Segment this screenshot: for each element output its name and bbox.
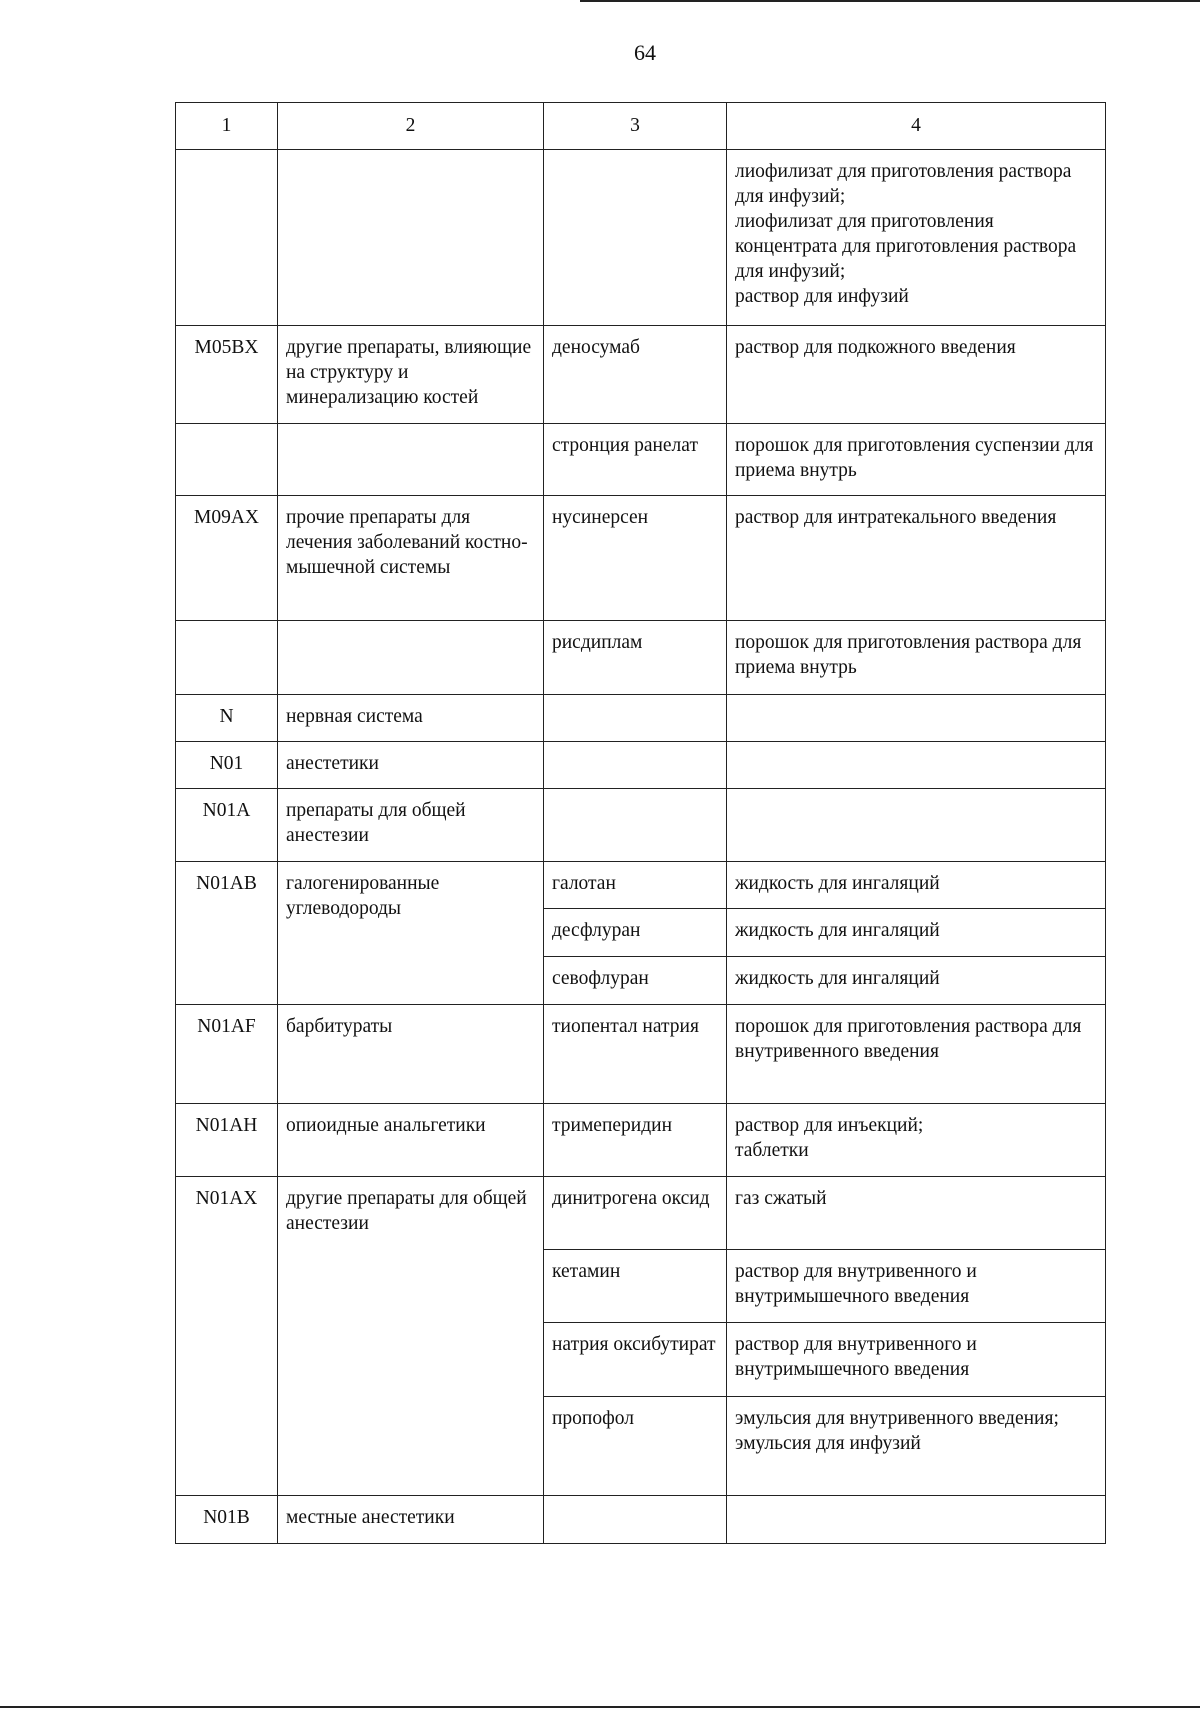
drug-name-cell: тримеперидин [544, 1104, 727, 1177]
table-row [176, 862, 1106, 909]
group-name-cell: прочие препараты для лечения заболеваний костно-мышечной системы [278, 496, 544, 621]
table-row [176, 1104, 1106, 1177]
atc-code-cell: N01AF [176, 1005, 278, 1104]
group-name-cell [278, 621, 544, 695]
column-header-2: 2 [278, 103, 544, 150]
dosage-form-cell [727, 1397, 1106, 1496]
table-row [176, 621, 1106, 695]
dosage-form-cell: раствор для внутривенного и внутримышечного введения [727, 1250, 1106, 1323]
atc-code-cell: N01AH [176, 1104, 278, 1177]
table-row [176, 424, 1106, 496]
dosage-form-text: эмульсия для внутривенного введения; эмульсия для инфузий [735, 1408, 1059, 1454]
page-top-rule [580, 0, 1200, 2]
table-row [176, 1496, 1106, 1544]
atc-code-cell [176, 621, 278, 695]
drug-name-cell: севофлуран [544, 957, 727, 1005]
drug-name-cell [544, 1496, 727, 1544]
atc-code-cell: N01 [176, 742, 278, 789]
table-row [176, 1177, 1106, 1250]
drug-name-cell: рисдиплам [544, 621, 727, 695]
atc-code-cell: N01AB [176, 862, 278, 1005]
page-bottom-rule [0, 1706, 1200, 1708]
drug-name-cell: галотан [544, 862, 727, 909]
table-row [176, 695, 1106, 742]
dosage-form-text: лиофилизат для приготовления раствора для инфузий; лиофилизат для приготовления концентрата для приготовления раствора для инфузий; раствор для инфузий [735, 161, 1077, 307]
table-row [176, 1005, 1106, 1104]
dosage-form-cell [727, 742, 1106, 789]
table-header-row [176, 103, 1106, 150]
column-header-4: 4 [727, 103, 1106, 150]
drug-name-cell: стронция ранелат [544, 424, 727, 496]
group-name-cell: местные анестетики [278, 1496, 544, 1544]
dosage-form-cell: жидкость для ингаляций [727, 957, 1106, 1005]
table-body [176, 150, 1106, 1544]
group-name-cell: другие препараты для общей анестезии [278, 1177, 544, 1496]
drug-name-cell: нусинерсен [544, 496, 727, 621]
dosage-form-cell: порошок для приготовления раствора для внутривенного введения [727, 1005, 1106, 1104]
drug-name-cell: пропофол [544, 1397, 727, 1496]
group-name-cell: анестетики [278, 742, 544, 789]
group-name-cell [278, 424, 544, 496]
dosage-form-cell: газ сжатый [727, 1177, 1106, 1250]
drug-name-cell: динитрогена оксид [544, 1177, 727, 1250]
column-header-3: 3 [544, 103, 727, 150]
dosage-form-cell: жидкость для ингаляций [727, 909, 1106, 957]
table-row [176, 742, 1106, 789]
atc-code-cell: N01AX [176, 1177, 278, 1496]
table-row [176, 496, 1106, 621]
table-row [176, 150, 1106, 326]
column-header-1: 1 [176, 103, 278, 150]
drug-name-cell [544, 150, 727, 326]
drug-name-cell: десфлуран [544, 909, 727, 957]
atc-code-cell: N01B [176, 1496, 278, 1544]
dosage-form-cell: порошок для приготовления суспензии для приема внутрь [727, 424, 1106, 496]
drug-name-cell: тиопентал натрия [544, 1005, 727, 1104]
drug-name-cell [544, 742, 727, 789]
dosage-form-cell: жидкость для ингаляций [727, 862, 1106, 909]
group-name-cell: нервная система [278, 695, 544, 742]
drug-name-cell [544, 695, 727, 742]
drug-name-cell: натрия оксибутират [544, 1323, 727, 1397]
atc-code-cell: M05BX [176, 326, 278, 424]
drug-name-cell: деносумаб [544, 326, 727, 424]
group-name-cell: препараты для общей анестезии [278, 789, 544, 862]
group-name-cell: барбитураты [278, 1005, 544, 1104]
page-number: 64 [634, 40, 656, 65]
atc-code-cell: N [176, 695, 278, 742]
dosage-form-cell [727, 789, 1106, 862]
dosage-form-cell [727, 695, 1106, 742]
dosage-form-cell [727, 150, 1106, 326]
group-name-cell [278, 150, 544, 326]
drug-classification-table [175, 102, 1106, 1544]
table-row [176, 789, 1106, 862]
group-name-cell: опиоидные анальгетики [278, 1104, 544, 1177]
dosage-form-cell: раствор для внутривенного и внутримышечного введения [727, 1323, 1106, 1397]
dosage-form-cell [727, 1496, 1106, 1544]
drug-name-cell: кетамин [544, 1250, 727, 1323]
group-name-cell: галогенированные углеводороды [278, 862, 544, 1005]
atc-code-cell: N01A [176, 789, 278, 862]
atc-code-cell [176, 150, 278, 326]
atc-code-cell [176, 424, 278, 496]
drug-name-cell [544, 789, 727, 862]
table-row [176, 326, 1106, 424]
dosage-form-cell [727, 1104, 1106, 1177]
dosage-form-text: раствор для инъекций; таблетки [735, 1115, 924, 1161]
dosage-form-cell: порошок для приготовления раствора для приема внутрь [727, 621, 1106, 695]
group-name-cell: другие препараты, влияющие на структуру и минерализацию костей [278, 326, 544, 424]
atc-code-cell: M09AX [176, 496, 278, 621]
dosage-form-cell: раствор для интратекального введения [727, 496, 1106, 621]
dosage-form-cell: раствор для подкожного введения [727, 326, 1106, 424]
